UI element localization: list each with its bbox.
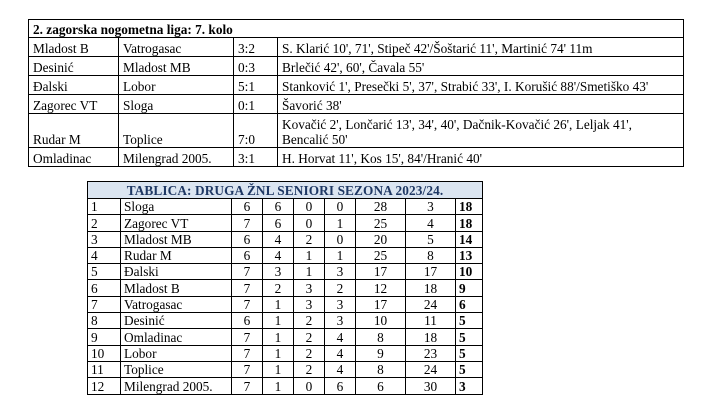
- home-team: Desinić: [29, 57, 119, 76]
- draws: 2: [294, 313, 325, 329]
- home-team: Rudar M: [29, 114, 119, 148]
- match-row: [29, 148, 684, 167]
- team-name: Milengrad 2005.: [121, 378, 232, 394]
- standings-row: [88, 199, 483, 215]
- played: 7: [232, 329, 263, 345]
- wins: 2: [263, 280, 294, 296]
- goals-against: 18: [406, 329, 456, 345]
- score: 3:2: [234, 38, 278, 57]
- points: 5: [456, 313, 483, 329]
- goals-for: 25: [356, 215, 406, 231]
- team-name: Mladost B: [121, 280, 232, 296]
- away-team: Mladost MB: [119, 57, 234, 76]
- losses: 3: [325, 264, 356, 280]
- home-team: Đalski: [29, 76, 119, 95]
- standings-row: [88, 296, 483, 312]
- position: 1: [88, 199, 121, 215]
- standings-title: TABLICA: DRUGA ŽNL SENIORI SEZONA 2023/24.: [88, 182, 483, 199]
- played: 6: [232, 247, 263, 263]
- away-team: Milengrad 2005.: [119, 148, 234, 167]
- wins: 4: [263, 247, 294, 263]
- wins: 1: [263, 361, 294, 377]
- wins: 3: [263, 264, 294, 280]
- score: 3:1: [234, 148, 278, 167]
- results-title: 2. zagorska nogometna liga: 7. kolo: [29, 20, 684, 38]
- standings-table: [87, 181, 483, 395]
- score: 0:1: [234, 95, 278, 114]
- losses: 4: [325, 329, 356, 345]
- goals-for: 17: [356, 296, 406, 312]
- draws: 1: [294, 264, 325, 280]
- team-name: Lobor: [121, 345, 232, 361]
- position: 10: [88, 345, 121, 361]
- position: 4: [88, 247, 121, 263]
- away-team: Vatrogasac: [119, 38, 234, 57]
- away-team: Lobor: [119, 76, 234, 95]
- scorers: Šavorić 38': [278, 95, 684, 114]
- points: 5: [456, 329, 483, 345]
- played: 7: [232, 264, 263, 280]
- points: 18: [456, 199, 483, 215]
- points: 14: [456, 231, 483, 247]
- losses: 1: [325, 247, 356, 263]
- losses: 3: [325, 296, 356, 312]
- draws: 2: [294, 345, 325, 361]
- draws: 0: [294, 199, 325, 215]
- goals-against: 5: [406, 231, 456, 247]
- points: 3: [456, 378, 483, 394]
- results-title-row: [29, 20, 684, 38]
- standings-row: [88, 215, 483, 231]
- goals-against: 23: [406, 345, 456, 361]
- played: 7: [232, 215, 263, 231]
- match-row: [29, 95, 684, 114]
- points: 9: [456, 280, 483, 296]
- standings-row: [88, 264, 483, 280]
- team-name: Desinić: [121, 313, 232, 329]
- wins: 4: [263, 231, 294, 247]
- home-team: Mladost B: [29, 38, 119, 57]
- losses: 4: [325, 361, 356, 377]
- losses: 2: [325, 280, 356, 296]
- points: 5: [456, 361, 483, 377]
- team-name: Sloga: [121, 199, 232, 215]
- position: 5: [88, 264, 121, 280]
- standings-row: [88, 247, 483, 263]
- draws: 0: [294, 215, 325, 231]
- losses: 1: [325, 215, 356, 231]
- standings-row: [88, 231, 483, 247]
- position: 9: [88, 329, 121, 345]
- score: 5:1: [234, 76, 278, 95]
- scorers: H. Horvat 11', Kos 15', 84'/Hranić 40': [278, 148, 684, 167]
- goals-for: 12: [356, 280, 406, 296]
- position: 8: [88, 313, 121, 329]
- standings-row: [88, 345, 483, 361]
- goals-against: 18: [406, 280, 456, 296]
- scorers-line-1: Kovačić 2', Lončarić 13', 34', 40', Dačnik-Kovačić 26', Leljak 41',: [282, 117, 633, 132]
- goals-against: 24: [406, 296, 456, 312]
- goals-for: 28: [356, 199, 406, 215]
- draws: 1: [294, 247, 325, 263]
- draws: 3: [294, 296, 325, 312]
- position: 6: [88, 280, 121, 296]
- position: 3: [88, 231, 121, 247]
- position: 11: [88, 361, 121, 377]
- draws: 0: [294, 378, 325, 394]
- points: 5: [456, 345, 483, 361]
- losses: 4: [325, 345, 356, 361]
- team-name: Đalski: [121, 264, 232, 280]
- points: 13: [456, 247, 483, 263]
- match-row: [29, 57, 684, 76]
- team-name: Zagorec VT: [121, 215, 232, 231]
- goals-for: 8: [356, 329, 406, 345]
- standings-title-row: [88, 182, 483, 199]
- goals-for: 20: [356, 231, 406, 247]
- goals-for: 10: [356, 313, 406, 329]
- played: 6: [232, 231, 263, 247]
- played: 7: [232, 378, 263, 394]
- scorers: [278, 114, 684, 148]
- match-row: [29, 38, 684, 57]
- standings-row: [88, 361, 483, 377]
- scorers: Brlečić 42', 60', Čavala 55': [278, 57, 684, 76]
- standings-row: [88, 378, 483, 394]
- score: 7:0: [234, 114, 278, 148]
- goals-for: 6: [356, 378, 406, 394]
- played: 6: [232, 313, 263, 329]
- goals-against: 3: [406, 199, 456, 215]
- wins: 6: [263, 199, 294, 215]
- losses: 0: [325, 231, 356, 247]
- wins: 1: [263, 313, 294, 329]
- losses: 0: [325, 199, 356, 215]
- team-name: Omladinac: [121, 329, 232, 345]
- away-team: Sloga: [119, 95, 234, 114]
- goals-for: 8: [356, 361, 406, 377]
- wins: 1: [263, 345, 294, 361]
- draws: 3: [294, 280, 325, 296]
- goals-against: 30: [406, 378, 456, 394]
- standings-row: [88, 280, 483, 296]
- position: 7: [88, 296, 121, 312]
- goals-against: 4: [406, 215, 456, 231]
- standings-row: [88, 313, 483, 329]
- wins: 1: [263, 296, 294, 312]
- played: 7: [232, 361, 263, 377]
- losses: 6: [325, 378, 356, 394]
- team-name: Mladost MB: [121, 231, 232, 247]
- points: 10: [456, 264, 483, 280]
- played: 7: [232, 280, 263, 296]
- score: 0:3: [234, 57, 278, 76]
- match-row: [29, 114, 684, 148]
- away-team: Toplice: [119, 114, 234, 148]
- standings-row: [88, 329, 483, 345]
- scorers-line-2: Bencalić 50': [282, 132, 348, 147]
- goals-against: 11: [406, 313, 456, 329]
- played: 7: [232, 296, 263, 312]
- played: 7: [232, 345, 263, 361]
- team-name: Toplice: [121, 361, 232, 377]
- position: 2: [88, 215, 121, 231]
- points: 18: [456, 215, 483, 231]
- goals-for: 25: [356, 247, 406, 263]
- position: 12: [88, 378, 121, 394]
- wins: 1: [263, 329, 294, 345]
- goals-for: 9: [356, 345, 406, 361]
- goals-against: 17: [406, 264, 456, 280]
- home-team: Omladinac: [29, 148, 119, 167]
- played: 6: [232, 199, 263, 215]
- match-row: [29, 76, 684, 95]
- goals-against: 24: [406, 361, 456, 377]
- wins: 1: [263, 378, 294, 394]
- draws: 2: [294, 361, 325, 377]
- goals-for: 17: [356, 264, 406, 280]
- points: 6: [456, 296, 483, 312]
- draws: 2: [294, 329, 325, 345]
- wins: 6: [263, 215, 294, 231]
- draws: 2: [294, 231, 325, 247]
- team-name: Vatrogasac: [121, 296, 232, 312]
- scorers: S. Klarić 10', 71', Stipeč 42'/Šoštarić 11', Martinić 74' 11m: [278, 38, 684, 57]
- goals-against: 8: [406, 247, 456, 263]
- team-name: Rudar M: [121, 247, 232, 263]
- losses: 3: [325, 313, 356, 329]
- home-team: Zagorec VT: [29, 95, 119, 114]
- results-table: [28, 19, 684, 167]
- scorers: Stanković 1', Presečki 5', 37', Strabić 33', I. Korušić 88'/Smetiško 43': [278, 76, 684, 95]
